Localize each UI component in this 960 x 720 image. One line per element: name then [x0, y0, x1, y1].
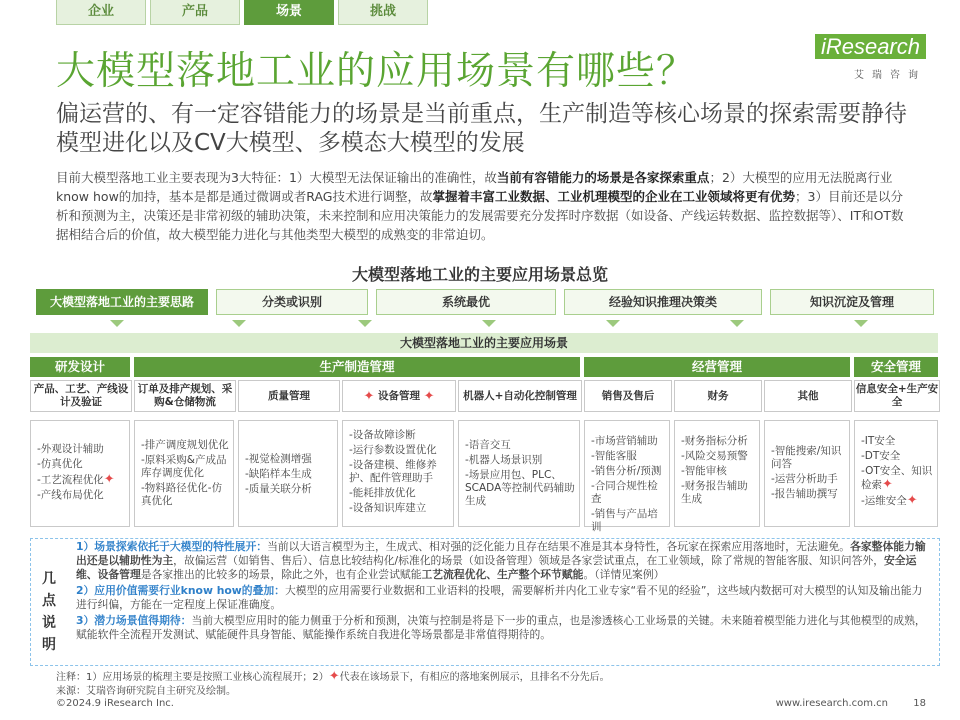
- page-number: 18: [913, 698, 926, 709]
- list-rd: [30, 420, 130, 527]
- list-item: [861, 494, 933, 508]
- intro-paragraph: [56, 168, 912, 244]
- list-item: -合同合规性检查: [591, 480, 658, 505]
- list-item-text: -OT安全、知识检索: [861, 465, 933, 491]
- logo-brand: iResearch: [815, 34, 926, 59]
- case-star-icon: ✦: [103, 472, 115, 487]
- list-item: -物料路径优化-仿真优化: [141, 482, 223, 507]
- list-item: -DT安全: [861, 450, 901, 462]
- list-item: -设备知识库建立: [349, 502, 427, 514]
- notes-label: 几点说明: [42, 571, 56, 653]
- subcat-security: 信息安全+生产安全: [854, 380, 940, 412]
- case-star-icon: ✦: [363, 388, 375, 404]
- ideas-label: 大模型落地工业的主要思路: [36, 289, 208, 315]
- tab-product[interactable]: 产品: [150, 0, 240, 25]
- list-item: -智能审核: [681, 465, 727, 477]
- arrow-down-icon: [232, 320, 246, 327]
- notes-body: [76, 540, 928, 644]
- list-item: -报告辅助撰写: [771, 488, 838, 500]
- case-star-icon: ✦: [328, 669, 340, 684]
- list-item: -设备建模、维修养护、配件管理助手: [349, 459, 437, 484]
- idea-classify: 分类或识别: [216, 289, 368, 315]
- arrow-down-icon: [606, 320, 620, 327]
- list-scheduling: [134, 420, 234, 527]
- list-item-text: -工艺流程优化: [37, 474, 104, 486]
- list-security: [854, 420, 938, 527]
- page-subtitle: 偏运营的、有一定容错能力的场景是当前重点，生产制造等核心场景的探索需要静待模型进化以及CV大模型、多模态大模型的发展: [56, 101, 907, 156]
- note-2-head: 2）应用价值需要行业know how的叠加：: [76, 584, 285, 597]
- note-1-text-c: ，故偏运营（如销售、售后）、信息比较结构化/标准化的场景（如设备管理）领域是各家尝试重点，在工业领域，除了常规的智能客服、知识问答外，: [173, 554, 884, 567]
- category-security: 安全管理: [854, 357, 938, 377]
- list-item: -外观设计辅助: [37, 443, 104, 455]
- overview-title: 大模型落地工业的主要应用场景总览: [351, 265, 608, 284]
- ideas-row: [30, 289, 938, 315]
- note-2-text: 大模型的应用需要行业数据和工业语料的投喂，需要解析并内化工业专家“看不见的经验”，这些域内数据可对大模型的认知及输出能力进行纠偏，方能在一定程度上保证准确度。: [76, 584, 923, 611]
- list-item: -语音交互: [465, 439, 511, 451]
- note-1: [76, 540, 928, 582]
- list-item: -原料采购&产成品库存调度优化: [141, 454, 227, 479]
- list-item: -智能客服: [591, 450, 637, 462]
- note-1-text-g: 。（详情见案例）: [583, 568, 665, 581]
- list-item: -机器人场景识别: [465, 454, 543, 466]
- category-production: 生产制造管理: [134, 357, 580, 377]
- subcat-quality: 质量管理: [238, 380, 340, 412]
- arrow-down-icon: [358, 320, 372, 327]
- tab-enterprise[interactable]: 企业: [56, 0, 146, 25]
- list-item: -运营分析助手: [771, 473, 838, 485]
- idea-system-optimal: 系统最优: [376, 289, 556, 315]
- copyright: ©2024.9 iResearch Inc.: [56, 698, 174, 709]
- main-scenarios-band: 大模型落地工业的主要应用场景: [30, 333, 938, 353]
- para-text-2: ；2）大模型的应用无法脱离行业know how的加持，基本是都是通过微调或者RAG技术进行调整，故: [56, 170, 893, 204]
- note-1-head: 1）场景探索依托于大模型的特性展开：: [76, 540, 268, 553]
- tab-scenario[interactable]: 场景: [244, 0, 334, 25]
- category-operations: 经营管理: [584, 357, 850, 377]
- subcat-design: 产品、工艺、产线设计及验证: [30, 380, 132, 412]
- page-title: 大模型落地工业的应用场景有哪些？: [56, 49, 697, 94]
- arrow-down-icon: [482, 320, 496, 327]
- note-3: [76, 614, 928, 642]
- idea-reasoning: 经验知识推理决策类: [564, 289, 762, 315]
- note-3-head: 3）潜力场景值得期待：: [76, 614, 192, 627]
- list-item: -视觉检测增强: [245, 453, 312, 465]
- iresearch-logo: [815, 34, 926, 81]
- idea-knowledge: 知识沉淀及管理: [770, 289, 934, 315]
- footnote-b: 代表在该场景下，有相应的落地案例展示，且排名不分先后。: [339, 672, 610, 683]
- list-finance: [674, 420, 760, 527]
- para-text-3: ；3）目前还是以分析和预测为主，决策还是非常初级的辅助决策，未来控制和应用决策能力的发展需要充分发挥时序数据（如设备、产线运转数据、监控数据等）、IT和OT数据相结合后的价值，故大模型能力进化与其他类型大模型的成熟变的非常迫切。: [56, 189, 904, 242]
- list-item: -质量关联分析: [245, 483, 312, 495]
- list-item: -产线布局优化: [37, 489, 104, 501]
- case-star-icon: ✦: [882, 477, 893, 492]
- arrow-down-icon: [110, 320, 124, 327]
- note-1-text-a: 当前以大语言模型为主，生成式、相对强的泛化能力且存在结果不准是其本身特性，各玩家在探索应用落地时，无法避免。: [267, 540, 851, 553]
- list-quality: [238, 420, 338, 527]
- list-item: -风险交易预警: [681, 450, 748, 462]
- list-item: -场景应用包、PLC、SCADA等控制代码辅助生成: [465, 469, 575, 507]
- subcat-scheduling: 订单及排产规划、采购&仓储物流: [134, 380, 236, 412]
- list-item: [37, 473, 125, 487]
- subcat-other: 其他: [764, 380, 852, 412]
- arrow-down-icon: [730, 320, 744, 327]
- top-tabs: [56, 0, 428, 25]
- list-item-text: -运维安全: [861, 495, 907, 507]
- case-star-icon: ✦: [906, 493, 918, 508]
- arrow-down-icon: [854, 320, 868, 327]
- site-url[interactable]: www.iresearch.com.cn: [775, 698, 888, 709]
- para-bold-2: 掌握着丰富工业数据、工业机理模型的企业在工业领域将更有优势: [432, 189, 796, 204]
- list-item: -市场营销辅助: [591, 435, 658, 447]
- subcat-equipment-label: 设备管理: [378, 389, 420, 402]
- para-text-1: 目前大模型落地工业主要表现为3大特征：1）大模型无法保证输出的准确性，故: [56, 170, 497, 185]
- list-item: -销售分析/预测: [591, 465, 662, 477]
- category-rd: 研发设计: [30, 357, 130, 377]
- tab-challenge[interactable]: 挑战: [338, 0, 428, 25]
- case-star-icon: ✦: [423, 388, 435, 404]
- list-other: [764, 420, 850, 527]
- list-item: -销售与产品培训: [591, 508, 658, 533]
- subcat-robotics: 机器人+自动化控制管理: [458, 380, 582, 412]
- list-item: -运行参数设置优化: [349, 444, 437, 456]
- list-item: -智能搜索/知识问答: [771, 445, 842, 470]
- note-2: [76, 584, 928, 612]
- list-item: -排产调度规划优化: [141, 439, 229, 451]
- list-robotics: [458, 420, 580, 527]
- note-1-bold-b: 各家整体能力输出还是以辅助性为主: [76, 540, 926, 567]
- list-item: -设备故障诊断: [349, 429, 416, 441]
- list-item: -能耗排放优化: [349, 487, 416, 499]
- logo-sub: 艾瑞咨询: [854, 70, 926, 81]
- list-item: -缺陷样本生成: [245, 468, 312, 480]
- list-item: [861, 465, 933, 492]
- footnote-a: 注释：1）应用场景的梳理主要是按照工业核心流程展开；2）: [56, 672, 329, 683]
- list-item: -财务指标分析: [681, 435, 748, 447]
- subcat-equipment: [342, 380, 456, 412]
- source-note: 来源：艾瑞咨询研究院自主研究及绘制。: [56, 686, 236, 697]
- list-equipment: [342, 420, 454, 527]
- subcat-finance: 财务: [674, 380, 762, 412]
- note-1-text-e: 是各家推出的比较多的场景，除此之外，也有企业尝试赋能: [140, 568, 422, 581]
- list-sales: [584, 420, 670, 533]
- note-1-bold-d: 安全运维、设备管理: [76, 554, 917, 581]
- note-1-bold-f: 工艺流程优化、生产整个环节赋能: [421, 568, 584, 581]
- list-item: -IT安全: [861, 435, 896, 447]
- para-bold-1: 当前有容错能力的场景是各家探索重点: [496, 170, 710, 185]
- list-item: -财务报告辅助生成: [681, 480, 748, 505]
- subcat-sales: 销售及售后: [584, 380, 672, 412]
- note-3-text: 当前大模型应用时的能力侧重于分析和预测，决策与控制是将是下一步的重点，也是渗透核心工业场景的关键。未来随着模型能力进化与其他模型的成熟，赋能软件全流程开发测试、赋能硬件具身智能、赋能操作系统自我进化等场景都是非常值得期待的。: [76, 614, 926, 641]
- list-item: -仿真优化: [37, 458, 83, 470]
